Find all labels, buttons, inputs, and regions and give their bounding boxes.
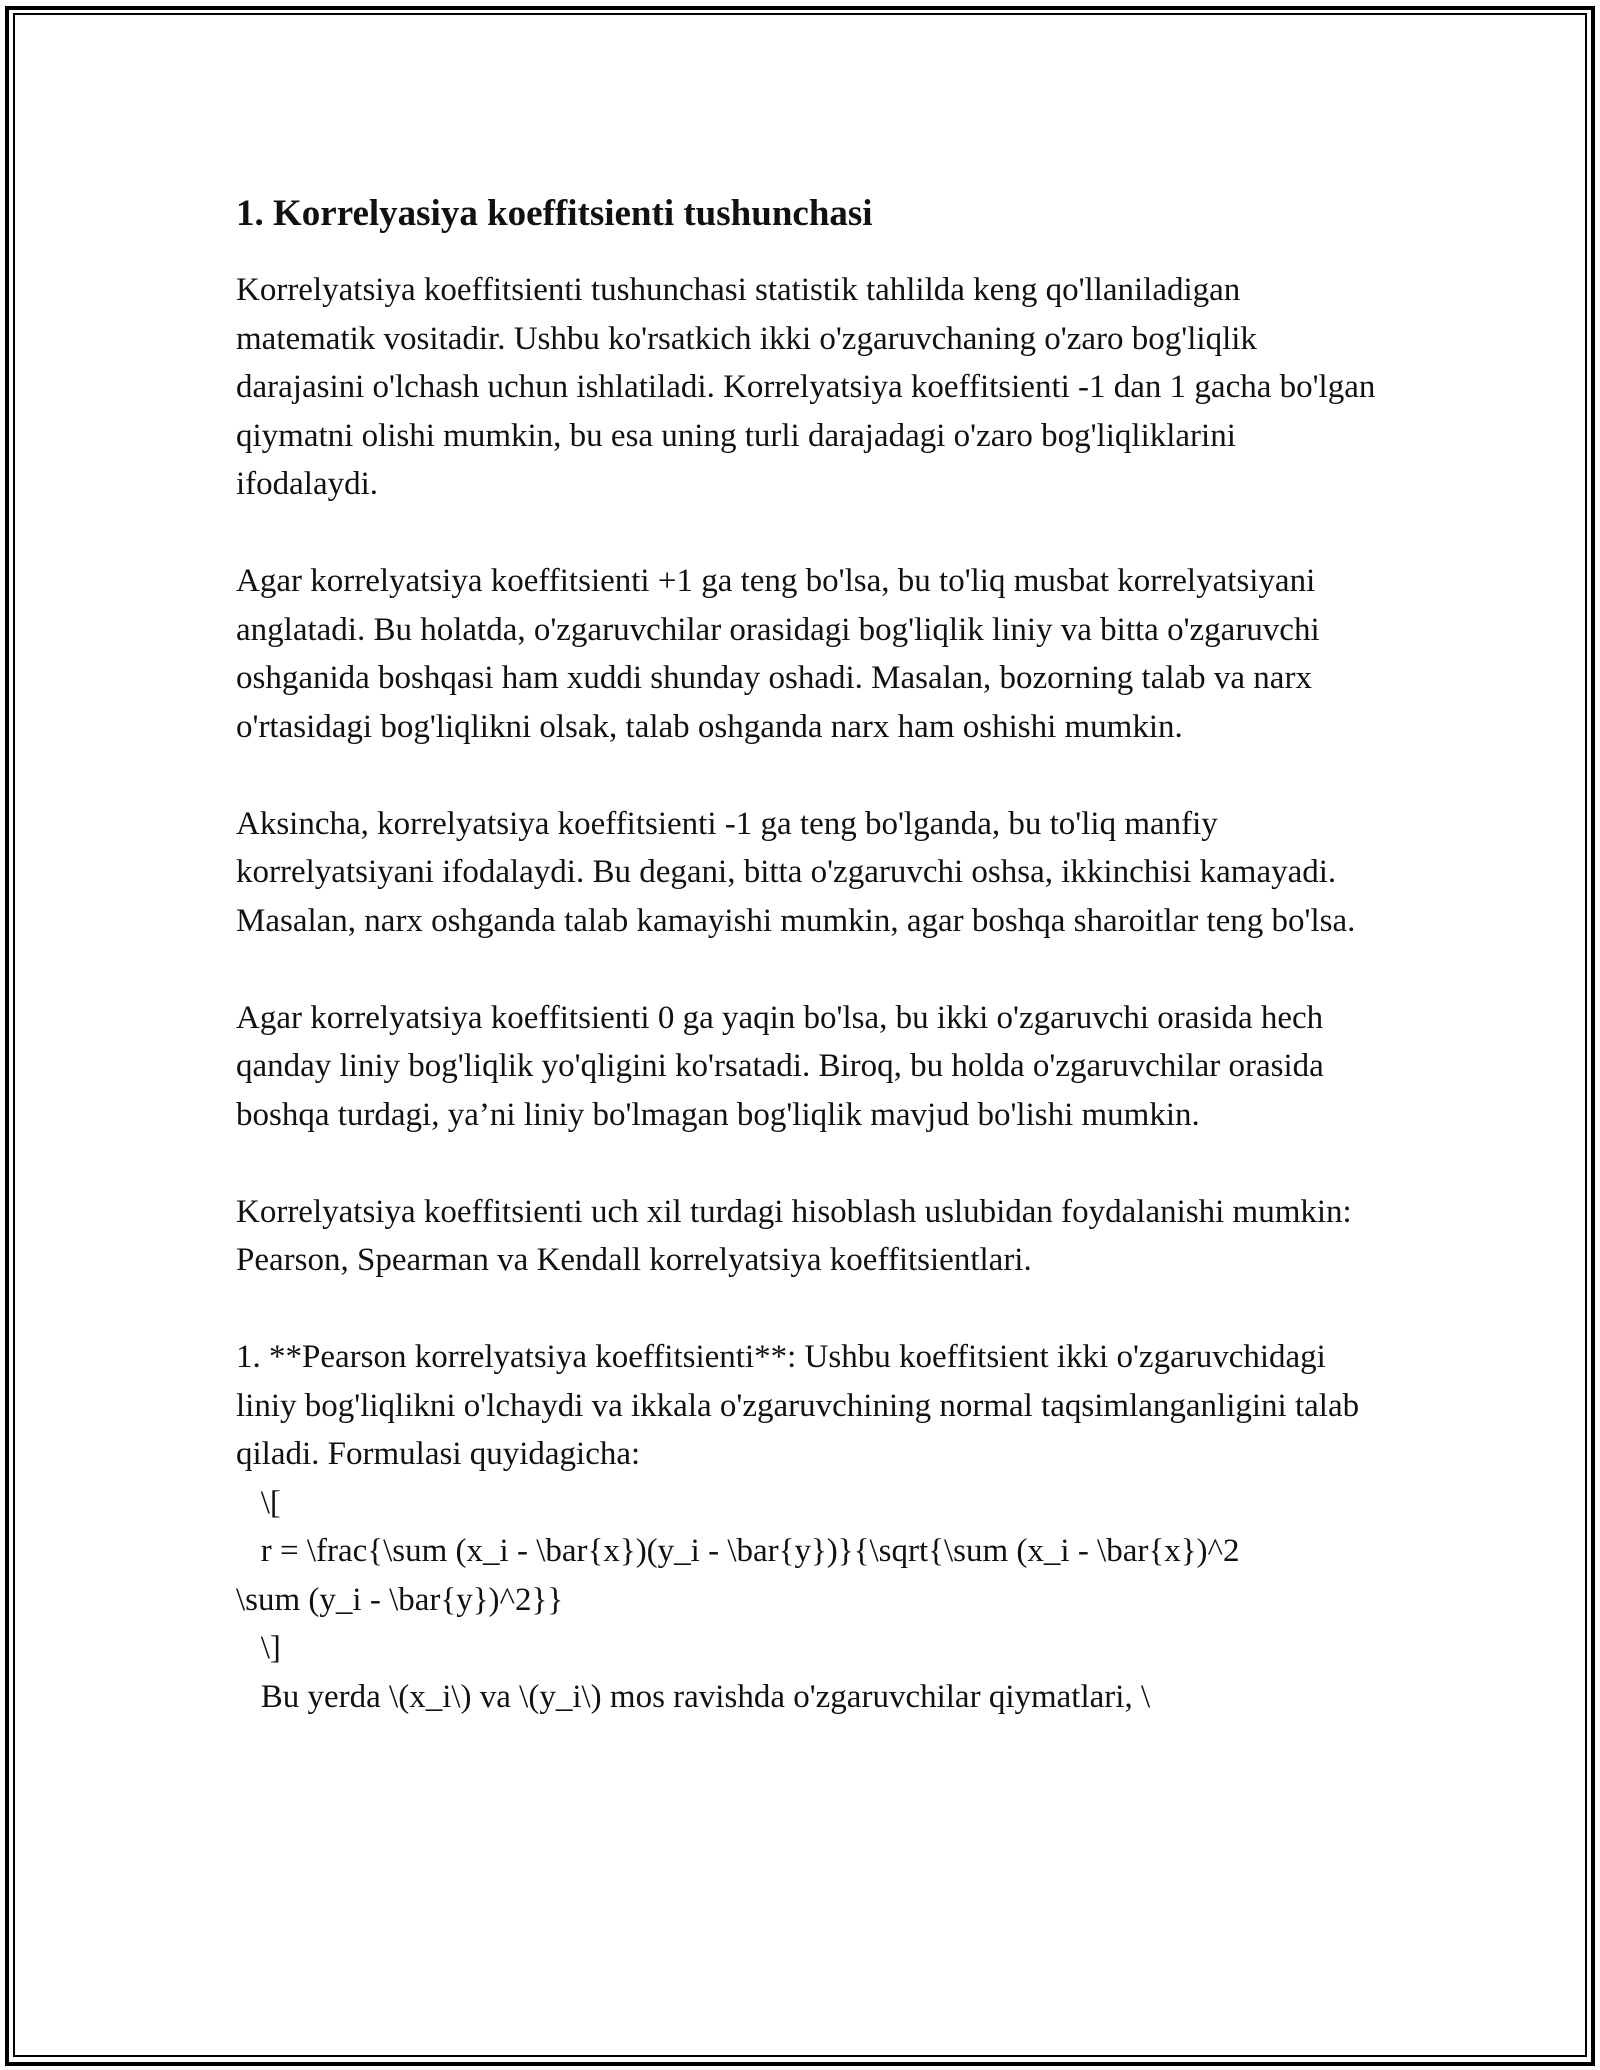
paragraph-methods: Korrelyatsiya koeffitsienti uch xil turdagi hisoblash uslubidan foydalanishi mumkin: Pearson, Spearman va Kendall korrelyatsiya koeffitsientlari. (236, 1193, 1352, 1278)
document-body (236, 186, 1376, 1721)
paragraph-positive-correlation: Agar korrelyatsiya koeffitsienti +1 ga teng bo'lsa, bu to'liq musbat korrelyatsiyani anglatadi. Bu holatda, o'zgaruvchilar orasidagi bog'liqlik liniy va bitta o'zgaruvchi oshganida boshqasi ham xuddi shunday oshadi. Masalan, bozorning talab va narx o'rtasidagi bog'liqlikni olsak, talab oshganda narx ham oshishi mumkin. (236, 563, 1320, 745)
paragraph-definition: Korrelyatsiya koeffitsienti tushunchasi statistik tahlilda keng qo'llaniladigan matematik vositadir. Ushbu ko'rsatkich ikki o'zgaruvchaning o'zaro bog'liqlik darajasini o'lchash uchun ishlatiladi. Korrelyatsiya koeffitsienti -1 dan 1 gacha bo'lgan qiymatni olishi mumkin, bu esa uning turli darajadagi o'zaro bog'liqliklarini ifodalaydi. (236, 272, 1376, 502)
formula-line-1: r = \frac{\sum (x_i - \bar{x})(y_i - \bar{y})}{\sqrt{\sum (x_i - \bar{x})^2 (236, 1533, 1240, 1569)
paragraph-gap (236, 945, 1376, 994)
pearson-intro: 1. **Pearson korrelyatsiya koeffitsienti**: Ushbu koeffitsient ikki o'zgaruvchidagi liniy bog'liqlikni o'lchaydi va ikkala o'zgaruvchining normal taqsimlanganligini talab qiladi. Formulasi quyidagicha: (236, 1339, 1360, 1472)
formula-line-2: \sum (y_i - \bar{y})^2}} (236, 1581, 564, 1618)
formula-open: \[ (236, 1484, 281, 1521)
paragraph-gap (236, 1139, 1376, 1188)
formula-close: \] (236, 1630, 281, 1666)
paragraph-gap (236, 1285, 1376, 1334)
paragraph-gap (236, 509, 1376, 558)
pearson-list-item (236, 1333, 1376, 1721)
formula-explanation: Bu yerda \(x_i\) va \(y_i\) mos ravishda o'zgaruvchilar qiymatlari, \ (236, 1678, 1151, 1715)
section-heading: 1. Korrelyasiya koeffitsienti tushunchasi (236, 193, 873, 234)
paragraph-gap (236, 751, 1376, 800)
paragraph-negative-correlation: Aksincha, korrelyatsiya koeffitsienti -1 ga teng bo'lganda, bu to'liq manfiy korrelyatsiyani ifodalaydi. Bu degani, bitta o'zgaruvchi oshsa, ikkinchisi kamayadi. Masalan, narx oshganda talab kamayishi mumkin, agar boshqa sharoitlar teng bo'lsa. (236, 805, 1356, 939)
paragraph-zero-correlation: Agar korrelyatsiya koeffitsienti 0 ga yaqin bo'lsa, bu ikki o'zgaruvchi orasida hech qanday liniy bog'liqlik yo'qligini ko'rsatadi. Biroq, bu holda o'zgaruvchilar orasida boshqa turdagi, ya’ni liniy bo'lmagan bog'liqlik mavjud bo'lishi mumkin. (236, 999, 1324, 1133)
